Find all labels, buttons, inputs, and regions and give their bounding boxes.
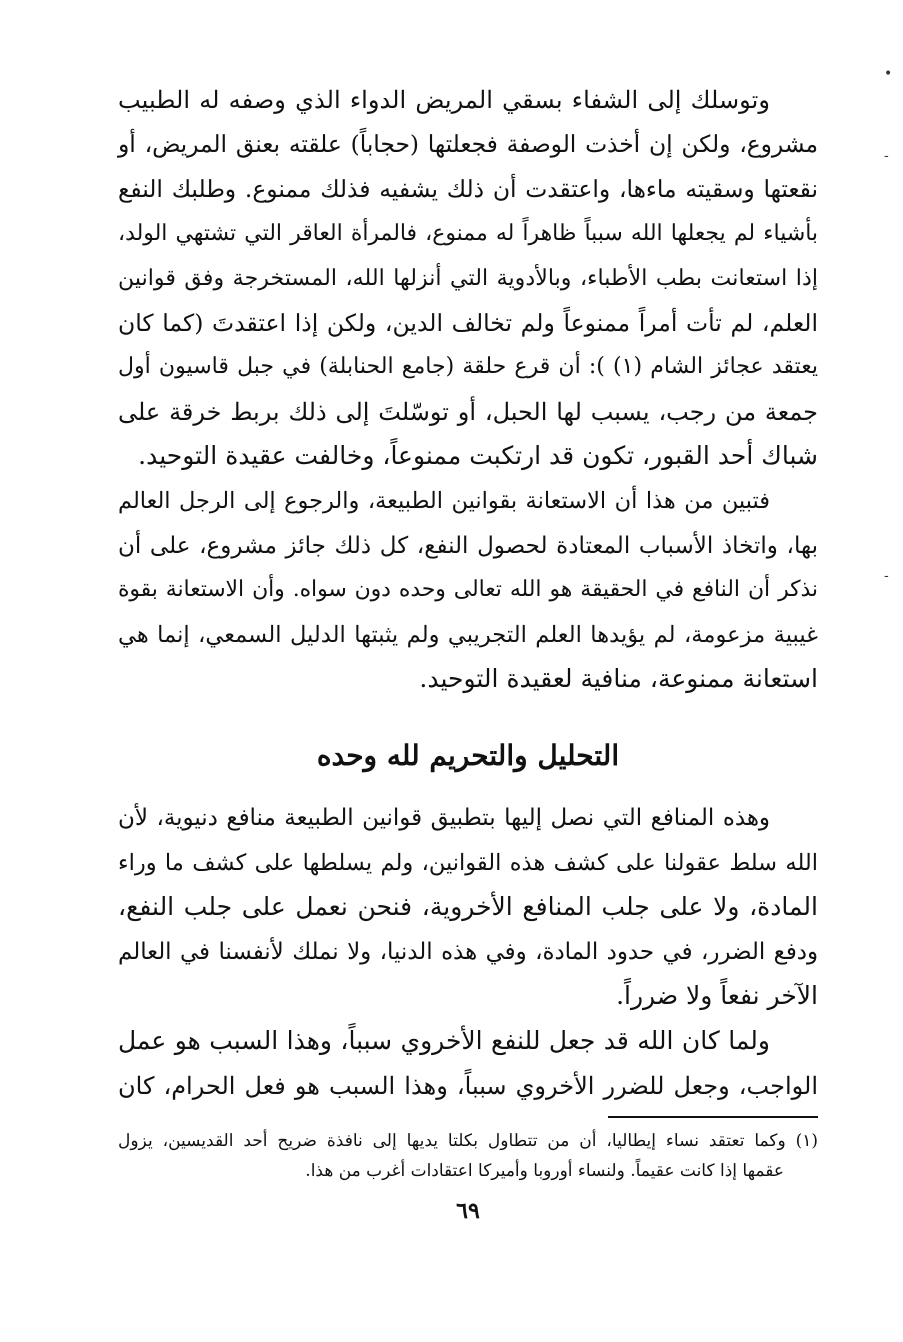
text-line: وتوسلك إلى الشفاء بسقي المريض الدواء الذي وصفه له الطبيب — [118, 86, 770, 114]
text-line: ولما كان الله قد جعل للنفع الأخروي سبباً، وهذا السبب هو عمل — [118, 1026, 770, 1055]
margin-mark: - — [884, 568, 889, 584]
text-line: الواجب، وجعل للضرر الأخروي سبباً، وهذا السبب هو فعل الحرام، كان — [118, 1071, 818, 1100]
margin-mark: • — [884, 66, 893, 82]
text-line: شباك أحد القبور، تكون قد ارتكبت ممنوعاً، وخالفت عقيدة التوحيد. — [138, 441, 818, 470]
text-line: نذكر أن النافع في الحقيقة هو الله تعالى وحده دون سواه. وأن الاستعانة بقوة — [118, 577, 818, 602]
text-line: المادة، ولا على جلب المنافع الأخروية، فنحن نعمل على جلب النفع، — [118, 892, 818, 921]
text-line: وهذه المنافع التي نصل إليها بتطبيق قوانين الطبيعة منافع دنيوية، لأن — [118, 805, 770, 831]
text-line: نقعتها وسقيته ماءها، واعتقدت أن ذلك يشفيه فذلك ممنوع. وطلبك النفع — [118, 175, 818, 203]
paragraph-3 — [118, 796, 818, 1019]
text-line: فتبين من هذا أن الاستعانة بقوانين الطبيعة، والرجوع إلى الرجل العالم — [118, 488, 770, 514]
paragraph-1 — [118, 78, 818, 479]
text-line: جمعة من رجب، يسبب لها الحبل، أو توسّلتَ إلى ذلك بربط خرقة على — [118, 397, 818, 426]
text-line: بأشياء لم يجعلها الله سبباً ظاهراً له ممنوع، فالمرأة العاقر التي تشتهي الولد، — [118, 220, 818, 246]
text-line: يعتقد عجائز الشام (١) ): أن قرع حلقة (جامع الحنابلة) في جبل قاسيون أول — [118, 354, 819, 379]
text-line: مشروع، ولكن إن أخذت الوصفة فجعلتها (حجاباً) علقته بعنق المريض، أو — [118, 130, 818, 158]
footnote-line: عقمها إذا كانت عقيماً. ولنساء أوروبا وأميركا اعتقادات أغرب من هذا. — [305, 1161, 784, 1181]
text-line: بها، واتخاذ الأسباب المعتادة لحصول النفع، كل ذلك جائز مشروع، على أن — [118, 532, 818, 559]
book-page — [118, 78, 818, 1308]
page-number: ٦٩ — [456, 1198, 480, 1224]
text-line: استعانة ممنوعة، منافية لعقيدة التوحيد. — [419, 664, 818, 693]
paragraph-4 — [118, 1019, 818, 1108]
section-heading: التحليل والتحريم لله وحده — [316, 739, 620, 772]
footnote-divider — [608, 1116, 818, 1118]
text-line: إذا استعانت بطب الأطباء، وبالأدوية التي أنزلها الله، المستخرجة وفق قوانين — [118, 265, 818, 291]
margin-mark: - — [884, 148, 889, 164]
text-line: العلم، لم تأت أمراً ممنوعاً ولم تخالف الدين، ولكن إذا اعتقدتَ (كما كان — [118, 308, 818, 337]
text-line: غيبية مزعومة، لم يؤيدها العلم التجريبي ولم يثبتها الدليل السمعي، إنما هي — [118, 621, 818, 648]
text-line: ودفع الضرر، في حدود المادة، وفي هذه الدنيا، ولا نملك لأنفسنا في العالم — [118, 938, 818, 965]
text-line: الآخر نفعاً ولا ضرراً. — [616, 981, 818, 1010]
text-line: الله سلط عقولنا على كشف هذه القوانين، ولم يسلطها على كشف ما وراء — [118, 849, 818, 876]
footnote — [118, 1126, 818, 1186]
footnote-line: (١) وكما تعتقد نساء إيطاليا، أن من تتطاول بكلتا يديها إلى نافذة ضريح أحد القديسين، يزول — [118, 1131, 818, 1151]
paragraph-2 — [118, 479, 818, 702]
